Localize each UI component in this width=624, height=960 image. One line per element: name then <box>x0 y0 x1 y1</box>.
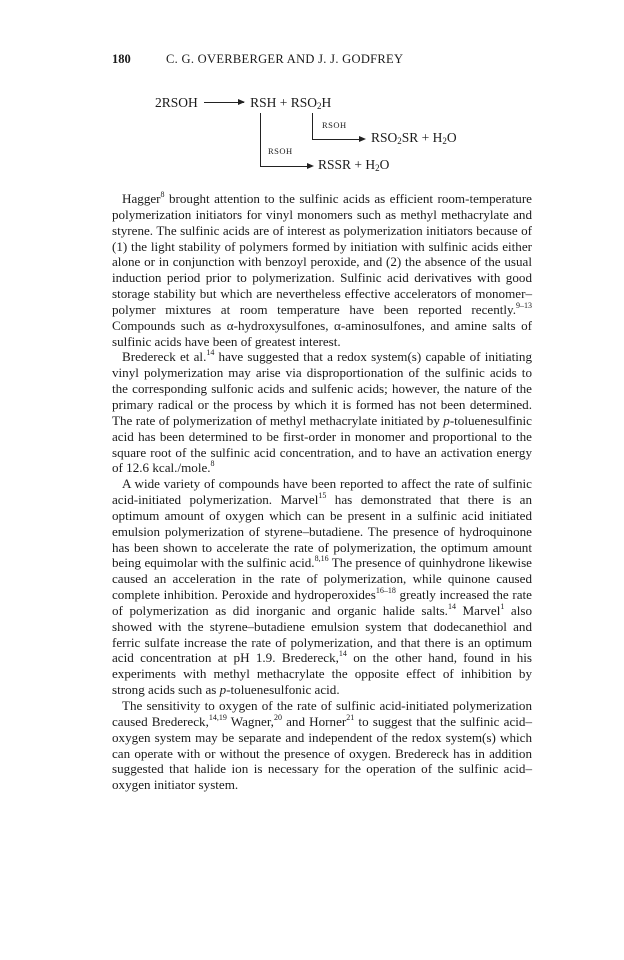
italic-text: p <box>219 682 227 698</box>
reference-superscript: 8 <box>160 190 165 199</box>
reference-superscript: 14,19 <box>208 712 227 722</box>
page-number: 180 <box>112 52 131 66</box>
reference-superscript: 8 <box>210 459 215 469</box>
reactant: 2RSOH <box>155 95 198 110</box>
branch-2-products <box>318 157 389 173</box>
reference-superscript: 8,16 <box>314 554 329 564</box>
reference-superscript: 21 <box>346 712 355 722</box>
product-rsh: RSH <box>250 95 277 110</box>
main-reaction <box>155 95 331 111</box>
reference-superscript: 14 <box>206 348 215 358</box>
plus-sign: + <box>354 157 363 172</box>
rsh-branch-line <box>260 113 261 166</box>
branch-1-products <box>371 130 457 146</box>
branch-1-arrow <box>312 139 360 140</box>
plus-sign: + <box>279 95 288 110</box>
product-rso2sr: $RSO_2SR$ <box>371 130 419 146</box>
plus-sign: + <box>421 130 430 145</box>
reference-superscript: 9–13 <box>516 300 532 310</box>
reference-superscript: 1 <box>500 601 505 611</box>
product-water: $H_2O$ <box>365 157 390 173</box>
paragraph: Bredereck et al.$^{14}$ have suggested that a redox system(s) capable of initiating vinyl polymerization may arise via disproportionation of the sulfinic acids to the corresponding sulfonic acids and sulfenic acids; however, the nature of the primary radical or the process by which it is formed has not been determined. The rate of polymerization of methyl methacrylate initiated by p-toluenesulfinic acid has been determined to be first-order in monomer and proportional to the square root of the sulfinic acid concentration, and to have an activation energy of 12.6 kcal./mole.$^8$ <box>112 348 532 476</box>
body-text <box>112 191 532 793</box>
product-rso2h: $RSO_2H$ <box>290 95 332 111</box>
reaction-arrow <box>204 102 244 103</box>
branch-1-label: RSOH <box>322 120 347 130</box>
running-head: C. G. OVERBERGER AND J. J. GODFREY <box>166 52 404 66</box>
branch-2-arrowhead <box>307 163 314 169</box>
branch-2-label: RSOH <box>268 146 293 156</box>
branch-2-arrow <box>260 166 308 167</box>
reference-superscript: 16–18 <box>375 586 396 596</box>
reference-superscript: 14 <box>338 649 347 659</box>
product-rssr: RSSR <box>318 157 352 172</box>
reference-superscript: 20 <box>273 712 282 722</box>
reaction-scheme <box>0 0 624 180</box>
branch-1-arrowhead <box>359 136 366 142</box>
rso2h-branch-line <box>312 113 313 139</box>
paragraph: Hagger$^8$ brought attention to the sulfinic acids as efficient room-temperature polymerization initiators for vinyl monomers such as methyl methacrylate and styrene. The sulfinic acids are of interest as polymerization initiators because of (1) the light stability of polymers formed by initiation with sulfinic acids either alone or in conjunction with benzoyl peroxide, and (2) the absence of the usual induction period prior to polymerization. Sulfinic acid derivatives with good storage stability but which are nevertheless effective accelerators of monomer–polymer mixtures at room temperature have been reported recently.$^{9-13}$ Compounds such as α-hydroxysulfones, α-aminosulfones, and amine salts of sulfinic acids have been of greatest interest. <box>112 190 532 349</box>
reference-superscript: 15 <box>318 491 327 501</box>
paragraph: The sensitivity to oxygen of the rate of sulfinic acid-initiated polymerization caused Bredereck,$^{14,19}$ Wagner,$^{20}$ and Horner$^{21}$ to suggest that the sulfinic acid–oxygen system may be separate and independent of the redox system(s) which can operate with or without the presence of oxygen. Bredereck has in addition suggested that halide ion is necessary for the operation of the sulfinic acid–oxygen initiator system. <box>112 698 532 793</box>
reference-superscript: 14 <box>447 601 456 611</box>
product-water: $H_2O$ <box>432 130 457 146</box>
italic-text: p <box>443 412 450 428</box>
paragraph: A wide variety of compounds have been reported to affect the rate of sulfinic acid-initiated polymerization. Marvel$^{15}$ has demonstrated that there is an optimum amount of oxygen which can be present in a sulfinic acid initiated emulsion polymerization of styrene–butadiene. The presence of hydroquinone has been shown to accelerate the rate of polymerization, the optimum amount being equimolar with the sulfinic acid.$^{8,16}$ The presence of quinhydrone likewise caused an acceleration in the rate of polymerization, while quinone caused complete inhibition. Peroxide and hydroperoxides$^{16-18}$ greatly increased the rate of polymerization as did inorganic and organic halide salts.$^{14}$ Marvel$^1$ also showed with the styrene–butadiene emulsion system that dodecanethiol and ferric sulfate increase the rate of polymerization, and that there is an optimum acid concentration at pH 1.9. Bredereck,$^{14}$ on the other hand, found in his experiments with methyl methacrylate the opposite effect of inhibition by strong acids such as p-toluenesulfonic acid. <box>112 476 532 698</box>
